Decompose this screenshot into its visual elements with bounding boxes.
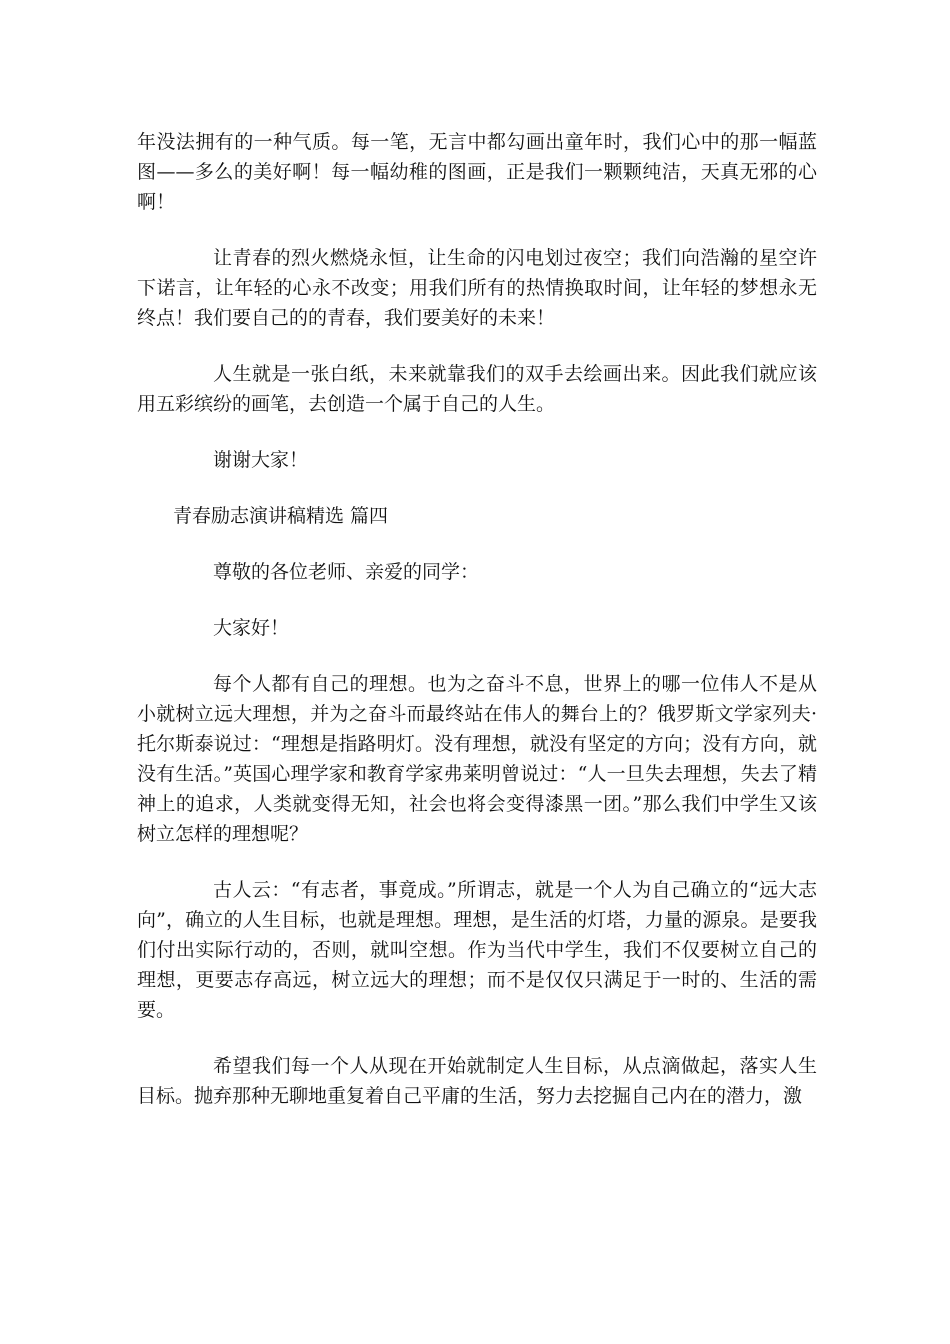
- paragraph: 每个人都有自己的理想。也为之奋斗不息，世界上的哪一位伟人不是从小就树立远大理想，并为之奋斗而最终站在伟人的舞台上的？俄罗斯文学家列夫·托尔斯泰说过：“理想是指路明灯。没有理想，就没有坚定的方向；没有方向，就没有生活。”英国心理学家和教育学家弗莱明曾说过：“人一旦失去理想，失去了精神上的追求，人类就变得无知，社会也将会变得漆黑一团。”那么我们中学生又该树立怎样的理想呢？: [137, 673, 817, 845]
- paragraph: 大家好！: [213, 617, 290, 639]
- section-heading: 青春励志演讲稿精选 篇四: [173, 505, 389, 527]
- paragraph: 年没法拥有的一种气质。每一笔，无言中都勾画出童年时，我们心中的那一幅蓝图——多么的美好啊！每一幅幼稚的图画，正是我们一颗颗纯洁，天真无邪的心啊！: [137, 131, 817, 213]
- paragraph: 希望我们每一个人从现在开始就制定人生目标，从点滴做起，落实人生目标。抛弃那种无聊地重复着自己平庸的生活，努力去挖掘自己内在的潜力，激: [137, 1055, 817, 1107]
- paragraph: 古人云：“有志者，事竟成。”所谓志，就是一个人为自己确立的“远大志向”，确立的人生目标，也就是理想。理想，是生活的灯塔，力量的源泉。是要我们付出实际行动的，否则，就叫空想。作为当代中学生，我们不仅要树立自己的理想，更要志存高远，树立远大的理想；而不是仅仅只满足于一时的、生活的需要。: [137, 879, 817, 1021]
- paragraph: 让青春的烈火燃烧永恒，让生命的闪电划过夜空；我们向浩瀚的星空许下诺言，让年轻的心永不改变；用我们所有的热情换取时间，让年轻的梦想永无终点！我们要自己的的青春，我们要美好的未来！: [137, 247, 817, 329]
- paragraph: 人生就是一张白纸，未来就靠我们的双手去绘画出来。因此我们就应该用五彩缤纷的画笔，去创造一个属于自己的人生。: [137, 363, 817, 415]
- paragraph: 尊敬的各位老师、亲爱的同学：: [213, 561, 480, 583]
- paragraph: 谢谢大家！: [213, 449, 309, 471]
- document-page: [137, 127, 817, 1137]
